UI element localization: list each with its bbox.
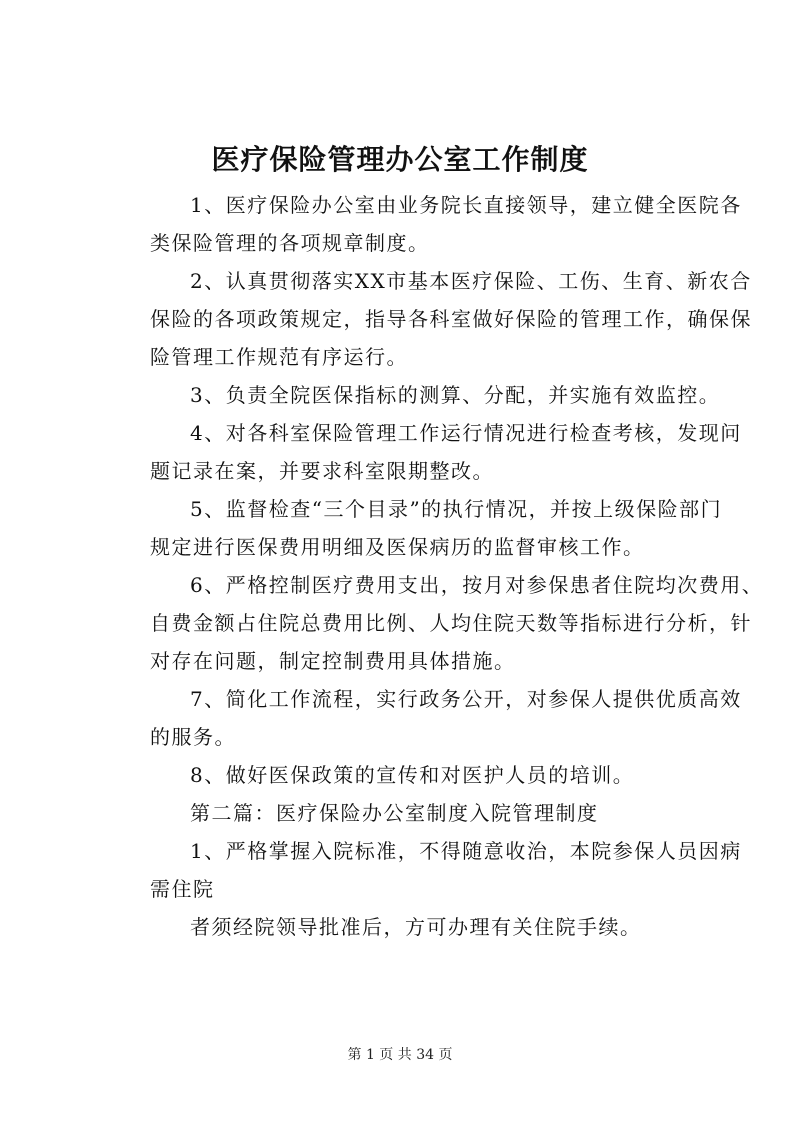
paragraph-line: 4、对各科室保险管理工作运行情况进行检查考核，发现问 [190, 421, 742, 445]
page-title: 医疗保险管理办公室工作制度 [211, 143, 589, 176]
paragraph-line: 5、监督检查“三个目录”的执行情况，并按上级保险部门 [190, 497, 723, 521]
paragraph-line: 的服务。 [150, 725, 236, 749]
paragraph-1 [110, 186, 742, 262]
paragraph-line: 对存在问题，制定控制费用具体措施。 [150, 649, 516, 673]
paragraph-line: 8、做好医保政策的宣传和对医护人员的培训。 [190, 763, 635, 787]
paragraph-line: 题记录在案，并要求科室限期整改。 [150, 459, 494, 483]
paragraph-4 [110, 414, 742, 490]
paragraph-line: 类保险管理的各项规章制度。 [150, 231, 430, 255]
paragraph-3 [110, 376, 721, 414]
paragraph-5 [110, 490, 723, 566]
section-heading-line: 第二篇：医疗保险办公室制度入院管理制度 [190, 801, 599, 825]
paragraph-line: 自费金额占住院总费用比例、人均住院天数等指标进行分析，针 [150, 611, 752, 635]
paragraph-line: 险管理工作规范有序运行。 [150, 345, 408, 369]
page-footer: 第 1 页 共 34 页 [347, 1047, 453, 1063]
paragraph-line: 2、认真贯彻落实XX市基本医疗保险、工伤、生育、新农合 [190, 269, 752, 293]
paragraph-7 [110, 680, 742, 756]
paragraph-line: 7、简化工作流程，实行政务公开，对参保人提供优质高效 [190, 687, 742, 711]
paragraph-6 [110, 566, 764, 680]
paragraph-line: 3、负责全院医保指标的测算、分配，并实施有效监控。 [190, 383, 721, 407]
paragraph-line: 1、医疗保险办公室由业务院长直接领导，建立健全医院各 [190, 193, 742, 217]
paragraph-8 [110, 756, 700, 794]
paragraph-line: 1、严格掌握入院标准，不得随意收治，本院参保人员因病 [190, 839, 742, 863]
paragraph-line: 需住院 [150, 877, 215, 901]
paragraph-line: 规定进行医保费用明细及医保病历的监督审核工作。 [150, 535, 645, 559]
paragraph-line: 保险的各项政策规定，指导各科室做好保险的管理工作，确保保 [150, 307, 752, 331]
paragraph-10 [110, 908, 700, 946]
document-body [110, 186, 764, 946]
paragraph-line: 6、严格控制医疗费用支出，按月对参保患者住院均次费用、 [190, 573, 764, 597]
paragraph-9 [110, 832, 742, 908]
section-heading [110, 794, 700, 832]
paragraph-line: 者须经院领导批准后，方可办理有关住院手续。 [190, 915, 642, 939]
paragraph-2 [110, 262, 752, 376]
